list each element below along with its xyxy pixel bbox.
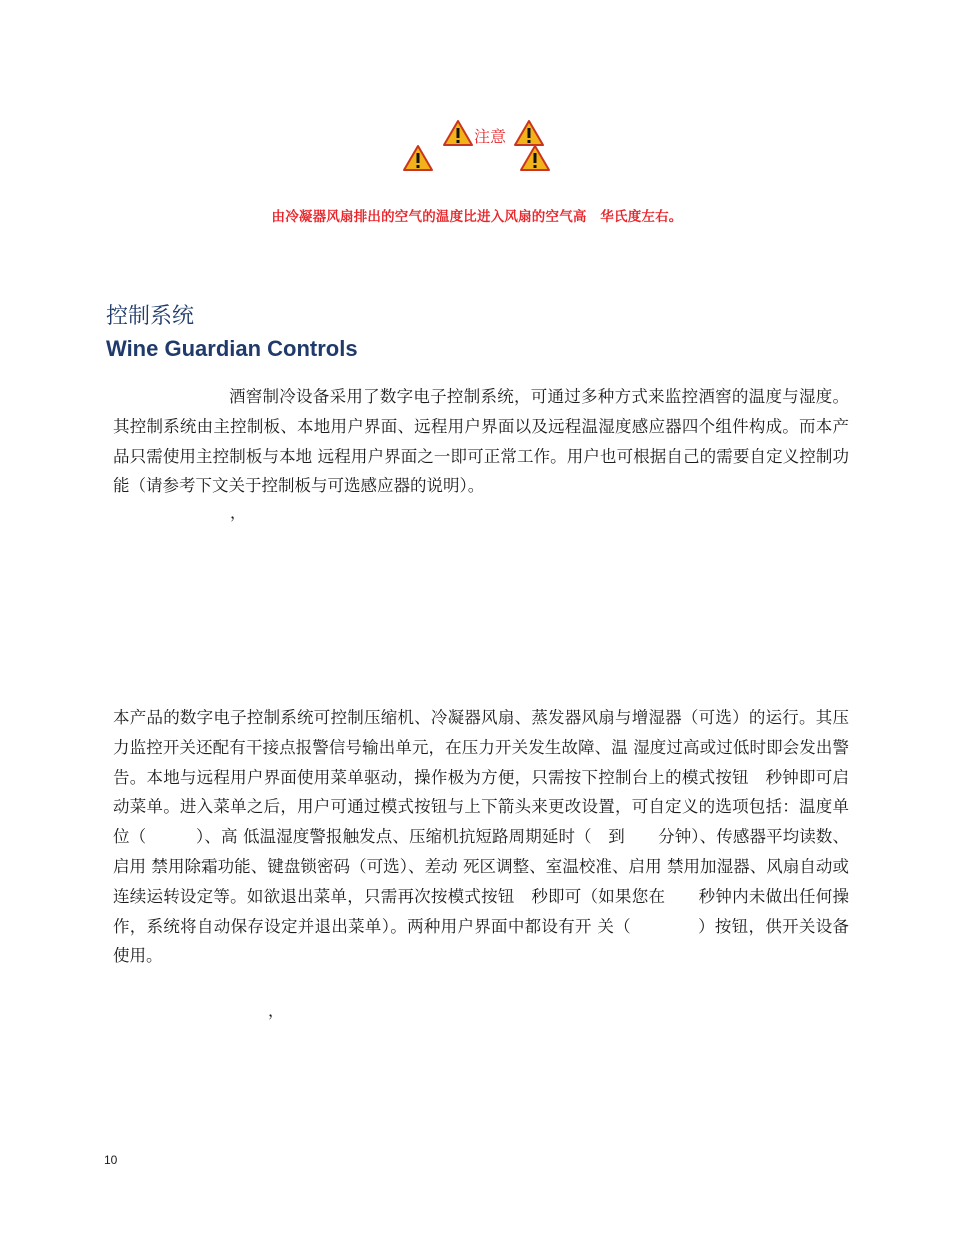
stray-comma: ， <box>268 1001 285 1020</box>
section-title-cn: 控制系统 <box>106 304 195 329</box>
warning-triangle-icon <box>402 144 434 172</box>
stray-comma: ， <box>230 503 247 522</box>
caution-label: 注意 <box>474 127 507 146</box>
section-title-en: Wine Guardian Controls <box>106 336 358 361</box>
warning-text: 由冷凝器风扇排出的空气的温度比进入风扇的空气高 华氏度左右。 <box>271 209 683 225</box>
warning-triangle-icon <box>513 119 545 147</box>
intro-paragraph: 酒窖制冷设备采用了数字电子控制系统，可通过多种方式来监控酒窖的温度与湿度。其控制系统由主控制板、本地用户界面、远程用户界面以及远程温湿度感应器四个组件构成。而本产品只需使用主控制板与本地 远程用户界面之一即可正常工作。用户也可根据自己的需要自定义控制功能（请参考下文关于控制板与可选感应器的说明）。 <box>113 387 849 496</box>
warning-triangle-icon <box>519 144 551 172</box>
controls-paragraph: 本产品的数字电子控制系统可控制压缩机、冷凝器风扇、蒸发器风扇与增湿器（可选）的运行。其压力监控开关还配有干接点报警信号输出单元，在压力开关发生故障、温 湿度过高或过低时即会发出警告。本地与远程用户界面使用菜单驱动，操作极为方便，只需按下控制台上的模式按钮 秒钟即可启动菜单。进入菜单之后，用户可通过模式按钮与上下箭头来更改设置，可自定义的选项包括：温度单位（ ）、高 低温湿度警报触发点、压缩机抗短路周期延时（ 到 分钟）、传感器平均读数、启用 禁用除霜功能、键盘锁密码（可选）、差动 死区调整、室温校准、启用 禁用加湿器、风扇自动或连续运转设定等。如欲退出菜单，只需再次按模式按钮 秒即可（如果您在 秒钟内未做出任何操作，系统将自动保存设定并退出菜单）。两种用户界面中都设有开 关（ ）按钮，供开关设备使用。 <box>113 708 849 966</box>
page-number: 10 <box>104 1153 118 1167</box>
warning-triangle-icon <box>442 119 474 147</box>
